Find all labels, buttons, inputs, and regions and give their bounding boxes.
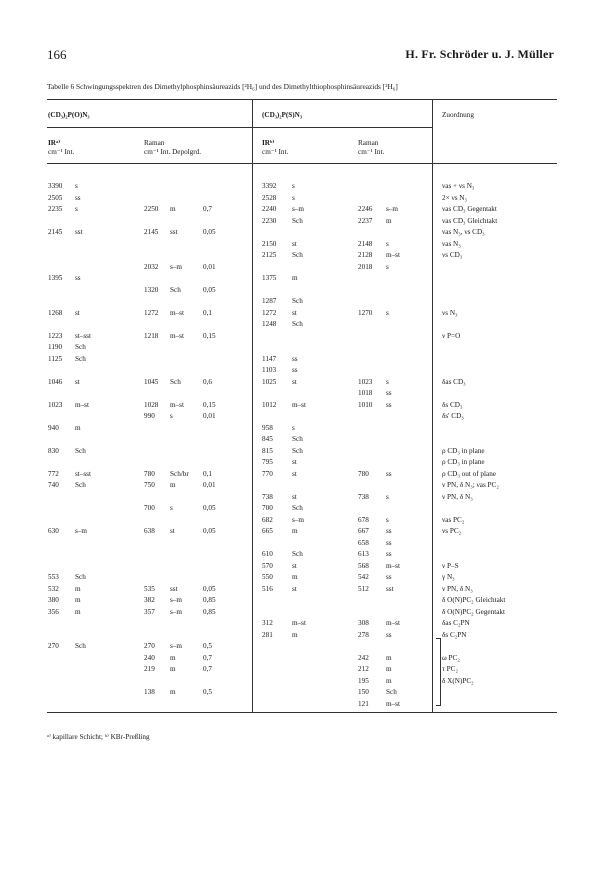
ir-b-int-cell: st <box>292 458 297 466</box>
assignment-cell: νas N₃ <box>442 239 461 248</box>
table-caption: Tabelle 6 Schwingungsspektren des Dimethylphosphinsäureazids [²H₆] und des Dimethylthiophosphinsäureazids [²H₆] <box>47 82 398 91</box>
raman-b-int-cell: m <box>386 676 392 685</box>
raman-b-freq-cell: 2128 <box>358 251 373 259</box>
page-number: 166 <box>47 47 67 62</box>
raman-a-freq-cell: 750 <box>144 481 155 489</box>
ir-a-freq-cell: 270 <box>48 642 59 650</box>
raman-b-int-cell: ss <box>386 630 392 639</box>
ir-a-freq-cell: 1125 <box>48 354 63 363</box>
subhead-ir-b-units: cm⁻¹ Int. <box>262 148 289 156</box>
ir-a-int-cell: s <box>75 205 78 213</box>
raman-a-freq-cell: 2032 <box>144 262 159 271</box>
raman-b-freq-cell: 278 <box>358 630 369 639</box>
assignment-cell: ρ CD₃ in plane <box>442 458 485 466</box>
ir-b-freq-cell: 570 <box>262 561 273 570</box>
raman-b-int-cell: Sch <box>386 688 397 696</box>
ir-a-freq-cell: 1268 <box>48 308 63 317</box>
raman-a-int-cell: s–m <box>170 607 182 616</box>
raman-a-freq-cell: 1045 <box>144 377 159 386</box>
raman-a-depol-cell: 0,7 <box>203 653 212 662</box>
raman-a-freq-cell: 700 <box>144 504 155 512</box>
column-divider-2 <box>432 99 433 712</box>
rule-top <box>47 99 557 100</box>
assignment-cell: ω PC₂ <box>442 653 460 662</box>
assignment-cell: ν PN, δ N₃; νas PC₂ <box>442 481 499 489</box>
raman-a-int-cell: m <box>170 665 176 673</box>
raman-b-int-cell: ss <box>386 527 392 535</box>
raman-a-depol-cell: 0,7 <box>203 205 212 213</box>
ir-b-int-cell: s <box>292 423 295 432</box>
raman-b-int-cell: s <box>386 377 389 386</box>
subhead-raman-b: Raman <box>358 139 379 147</box>
raman-a-depol-cell: 0,01 <box>203 412 216 420</box>
ir-b-int-cell: m–st <box>292 619 306 627</box>
raman-b-freq-cell: 1010 <box>358 400 373 409</box>
assignment-cell: δas C₂PN <box>442 619 470 627</box>
assignment-cell: τ PC₂ <box>442 665 458 673</box>
raman-b-freq-cell: 2018 <box>358 262 373 271</box>
ir-b-int-cell: st <box>292 377 297 386</box>
ir-b-freq-cell: 312 <box>262 619 273 627</box>
ir-a-int-cell: st–sst <box>75 331 91 340</box>
ir-b-freq-cell: 815 <box>262 446 273 455</box>
raman-a-depol-cell: 0,01 <box>203 262 216 271</box>
ir-a-int-cell: s <box>75 182 78 190</box>
raman-b-freq-cell: 542 <box>358 573 369 581</box>
raman-a-depol-cell: 0,85 <box>203 596 216 604</box>
raman-b-int-cell: m–st <box>386 561 400 570</box>
raman-b-int-cell: s <box>386 492 389 501</box>
raman-b-int-cell: m–st <box>386 699 400 708</box>
raman-b-int-cell: ss <box>386 389 392 397</box>
subhead-ir-a-units: cm⁻¹ Int. <box>48 148 75 156</box>
ir-a-freq-cell: 2145 <box>48 228 63 236</box>
raman-a-freq-cell: 1272 <box>144 308 159 317</box>
ir-b-freq-cell: 700 <box>262 504 273 512</box>
raman-a-depol-cell: 0,1 <box>203 469 212 478</box>
raman-a-freq-cell: 1028 <box>144 400 159 409</box>
ir-b-freq-cell: 738 <box>262 492 273 501</box>
ir-b-freq-cell: 516 <box>262 584 273 593</box>
running-head-authors: H. Fr. Schröder u. J. Müller <box>405 47 554 61</box>
raman-a-freq-cell: 638 <box>144 527 155 535</box>
rule-sections <box>47 127 432 128</box>
raman-a-freq-cell: 270 <box>144 642 155 650</box>
ir-b-freq-cell: 281 <box>262 630 273 639</box>
assignment-cell: δas CD₃ <box>442 377 466 386</box>
assignment-cell: 2× νs N₃ <box>442 193 467 202</box>
ir-b-int-cell: st <box>292 584 297 593</box>
raman-a-int-cell: m–st <box>170 400 184 409</box>
raman-b-int-cell: s <box>386 515 389 524</box>
ir-a-int-cell: m <box>75 423 81 432</box>
subhead-raman-b-units: cm⁻¹ Int. <box>358 148 385 156</box>
ir-b-freq-cell: 1287 <box>262 297 277 305</box>
ir-b-int-cell: Sch <box>292 297 303 305</box>
ir-a-int-cell: s–m <box>75 527 87 535</box>
raman-a-freq-cell: 535 <box>144 584 155 593</box>
ir-b-int-cell: s–m <box>292 205 304 213</box>
raman-a-depol-cell: 0,5 <box>203 642 212 650</box>
raman-b-int-cell: m–st <box>386 251 400 259</box>
raman-b-freq-cell: 613 <box>358 550 369 558</box>
ir-a-freq-cell: 3390 <box>48 182 63 190</box>
ir-b-int-cell: st <box>292 469 297 478</box>
raman-b-int-cell: ss <box>386 573 392 581</box>
ir-a-int-cell: m <box>75 607 81 616</box>
raman-b-int-cell: m–st <box>386 619 400 627</box>
raman-a-int-cell: m <box>170 653 176 662</box>
raman-a-int-cell: m–st <box>170 308 184 317</box>
ir-b-freq-cell: 550 <box>262 573 273 581</box>
ir-b-freq-cell: 770 <box>262 469 273 478</box>
ir-a-freq-cell: 1395 <box>48 274 63 282</box>
raman-a-int-cell: Sch <box>170 377 181 386</box>
ir-a-int-cell: ss <box>75 274 81 282</box>
ir-b-int-cell: Sch <box>292 216 303 225</box>
ir-a-freq-cell: 830 <box>48 446 59 455</box>
subhead-raman-a-units: cm⁻¹ Int. Depolgrd. <box>144 148 202 156</box>
raman-b-freq-cell: 1018 <box>358 389 373 397</box>
ir-b-int-cell: m–st <box>292 400 306 409</box>
raman-a-int-cell: m <box>170 688 176 696</box>
raman-a-depol-cell: 0,15 <box>203 331 216 340</box>
assignment-cell: δ X(N)PC₂ <box>442 676 474 685</box>
assignment-cell: νs N₃ <box>442 308 458 317</box>
ir-b-int-cell: Sch <box>292 550 303 558</box>
raman-a-depol-cell: 0,85 <box>203 607 216 616</box>
ir-b-freq-cell: 958 <box>262 423 273 432</box>
assignment-cell: ρ CD₃ in plane <box>442 446 485 455</box>
raman-a-freq-cell: 2250 <box>144 205 159 213</box>
raman-b-freq-cell: 667 <box>358 527 369 535</box>
raman-b-freq-cell: 2237 <box>358 216 373 225</box>
ir-a-int-cell: Sch <box>75 343 86 351</box>
raman-a-freq-cell: 780 <box>144 469 155 478</box>
raman-b-int-cell: m <box>386 665 392 673</box>
ir-a-freq-cell: 1023 <box>48 400 63 409</box>
assignment-cell: νas N₃, νs CD₃ <box>442 228 485 236</box>
assignment-cell: ν PN, δ N₃ <box>442 584 473 593</box>
rule-subheads <box>47 163 557 164</box>
assignment-cell: νas CD₃ Gleichtakt <box>442 216 498 225</box>
raman-a-freq-cell: 138 <box>144 688 155 696</box>
assignment-cell: ρ CD₃ out of plane <box>442 469 497 478</box>
footnote: ᵃ⁾ kapillare Schicht; ᵇ⁾ KBr-Preßling <box>47 733 150 741</box>
raman-b-freq-cell: 212 <box>358 665 369 673</box>
ir-b-int-cell: m <box>292 630 298 639</box>
ir-b-freq-cell: 2240 <box>262 205 277 213</box>
ir-a-int-cell: m <box>75 596 81 604</box>
assignment-cell: δs CD₃ <box>442 400 463 409</box>
raman-a-freq-cell: 357 <box>144 607 155 616</box>
subhead-ir-a: IRᵃ⁾ <box>48 139 61 147</box>
ir-a-freq-cell: 356 <box>48 607 59 616</box>
ir-b-int-cell: Sch <box>292 251 303 259</box>
column-divider-1 <box>252 99 253 712</box>
raman-a-int-cell: s–m <box>170 642 182 650</box>
ir-a-int-cell: m–st <box>75 400 89 409</box>
ir-b-freq-cell: 610 <box>262 550 273 558</box>
ir-b-freq-cell: 1272 <box>262 308 277 317</box>
ir-b-int-cell: s–m <box>292 515 304 524</box>
raman-a-depol-cell: 0,1 <box>203 308 212 317</box>
ir-b-int-cell: st <box>292 308 297 317</box>
ir-b-int-cell: ss <box>292 366 298 374</box>
ir-a-freq-cell: 2235 <box>48 205 63 213</box>
ir-a-int-cell: Sch <box>75 573 86 581</box>
ir-b-int-cell: ss <box>292 354 298 363</box>
raman-a-int-cell: m–st <box>170 331 184 340</box>
ir-b-int-cell: st <box>292 561 297 570</box>
ir-b-freq-cell: 2125 <box>262 251 277 259</box>
raman-b-freq-cell: 150 <box>358 688 369 696</box>
raman-a-int-cell: m <box>170 205 176 213</box>
ir-b-freq-cell: 1103 <box>262 366 277 374</box>
raman-b-freq-cell: 658 <box>358 538 369 547</box>
raman-b-freq-cell: 308 <box>358 619 369 627</box>
raman-b-int-cell: m <box>386 216 392 225</box>
raman-a-int-cell: s–m <box>170 262 182 271</box>
raman-b-int-cell: ss <box>386 550 392 558</box>
assignment-cell: δ O(N)PC₂ Gleichtakt <box>442 596 506 604</box>
ir-a-freq-cell: 2505 <box>48 193 63 202</box>
raman-a-freq-cell: 1320 <box>144 285 159 294</box>
ir-a-freq-cell: 1046 <box>48 377 63 386</box>
raman-a-depol-cell: 0,05 <box>203 228 216 236</box>
ir-a-freq-cell: 740 <box>48 481 59 489</box>
raman-b-int-cell: ss <box>386 538 392 547</box>
ir-b-int-cell: Sch <box>292 504 303 512</box>
raman-a-freq-cell: 219 <box>144 665 155 673</box>
ir-a-int-cell: Sch <box>75 446 86 455</box>
raman-a-freq-cell: 382 <box>144 596 155 604</box>
ir-b-int-cell: s <box>292 193 295 202</box>
ir-b-int-cell: Sch <box>292 446 303 455</box>
raman-a-int-cell: sst <box>170 584 178 593</box>
ir-a-freq-cell: 553 <box>48 573 59 581</box>
assignment-cell: νas PC₂ <box>442 515 465 524</box>
bracket <box>436 638 441 706</box>
ir-b-int-cell: st <box>292 239 297 248</box>
section-left-title: (CD₃)₂P(O)N₃ <box>48 111 90 119</box>
ir-b-freq-cell: 1012 <box>262 400 277 409</box>
ir-a-int-cell: ss <box>75 193 81 202</box>
raman-a-depol-cell: 0,6 <box>203 377 212 386</box>
ir-a-int-cell: st–sst <box>75 469 91 478</box>
raman-a-depol-cell: 0,05 <box>203 504 216 512</box>
ir-a-freq-cell: 532 <box>48 584 59 593</box>
raman-b-freq-cell: 121 <box>358 699 369 708</box>
raman-a-depol-cell: 0,5 <box>203 688 212 696</box>
raman-a-depol-cell: 0,05 <box>203 285 216 294</box>
ir-b-freq-cell: 2150 <box>262 239 277 248</box>
raman-b-freq-cell: 2148 <box>358 239 373 248</box>
raman-b-freq-cell: 2246 <box>358 205 373 213</box>
raman-b-freq-cell: 780 <box>358 469 369 478</box>
ir-a-freq-cell: 1190 <box>48 343 63 351</box>
raman-a-freq-cell: 1218 <box>144 331 159 340</box>
raman-b-int-cell: s–m <box>386 205 398 213</box>
raman-b-int-cell: m <box>386 653 392 662</box>
ir-a-int-cell: Sch <box>75 642 86 650</box>
raman-a-int-cell: st <box>170 527 175 535</box>
raman-a-depol-cell: 0,01 <box>203 481 216 489</box>
ir-a-freq-cell: 772 <box>48 469 59 478</box>
ir-b-freq-cell: 682 <box>262 515 273 524</box>
raman-a-depol-cell: 0,05 <box>203 584 216 593</box>
assignment-cell: δs C₂PN <box>442 630 467 639</box>
ir-b-freq-cell: 2528 <box>262 193 277 202</box>
ir-a-int-cell: st <box>75 308 80 317</box>
ir-a-freq-cell: 940 <box>48 423 59 432</box>
ir-b-freq-cell: 3392 <box>262 182 277 190</box>
raman-a-depol-cell: 0,7 <box>203 665 212 673</box>
raman-a-freq-cell: 990 <box>144 412 155 420</box>
assignment-cell: γ N₃ <box>442 573 455 581</box>
assignment-cell: νs PC₂ <box>442 527 462 535</box>
raman-a-int-cell: s–m <box>170 596 182 604</box>
ir-b-freq-cell: 795 <box>262 458 273 466</box>
assignment-cell: ν P=O <box>442 331 461 340</box>
ir-a-int-cell: st <box>75 377 80 386</box>
ir-b-freq-cell: 1375 <box>262 274 277 282</box>
ir-b-freq-cell: 1248 <box>262 320 277 328</box>
raman-a-int-cell: Sch/br <box>170 469 189 478</box>
subhead-raman-a: Raman <box>144 139 165 147</box>
ir-b-freq-cell: 1147 <box>262 354 277 363</box>
raman-a-int-cell: s <box>170 412 173 420</box>
ir-b-freq-cell: 1025 <box>262 377 277 386</box>
raman-a-int-cell: s <box>170 504 173 512</box>
raman-a-freq-cell: 240 <box>144 653 155 662</box>
ir-b-int-cell: m <box>292 573 298 581</box>
section-assignment-title: Zuordnung <box>442 111 474 119</box>
raman-a-int-cell: sst <box>170 228 178 236</box>
ir-a-int-cell: sst <box>75 228 83 236</box>
assignment-cell: ν P–S <box>442 561 459 570</box>
raman-b-int-cell: s <box>386 308 389 317</box>
raman-a-depol-cell: 0,05 <box>203 527 216 535</box>
raman-b-freq-cell: 1270 <box>358 308 373 317</box>
rule-bottom <box>47 712 557 713</box>
assignment-cell: δs' CD₃ <box>442 412 464 420</box>
assignment-cell: νas CD₃ Gegentakt <box>442 205 497 213</box>
ir-a-int-cell: Sch <box>75 481 86 489</box>
assignment-cell: ν PN, δ N₃ <box>442 492 473 501</box>
raman-a-int-cell: Sch <box>170 285 181 294</box>
section-right-title: (CD₃)₂P(S)N₃ <box>262 111 302 119</box>
raman-b-int-cell: sst <box>386 584 394 593</box>
ir-b-freq-cell: 845 <box>262 435 273 443</box>
raman-b-freq-cell: 568 <box>358 561 369 570</box>
ir-b-freq-cell: 665 <box>262 527 273 535</box>
raman-b-freq-cell: 512 <box>358 584 369 593</box>
ir-b-int-cell: Sch <box>292 435 303 443</box>
raman-b-freq-cell: 242 <box>358 653 369 662</box>
ir-b-int-cell: m <box>292 527 298 535</box>
raman-b-freq-cell: 1023 <box>358 377 373 386</box>
ir-b-int-cell: m <box>292 274 298 282</box>
raman-a-depol-cell: 0,15 <box>203 400 216 409</box>
raman-a-freq-cell: 2145 <box>144 228 159 236</box>
raman-b-freq-cell: 678 <box>358 515 369 524</box>
ir-a-freq-cell: 1223 <box>48 331 63 340</box>
ir-a-freq-cell: 380 <box>48 596 59 604</box>
ir-b-int-cell: s <box>292 182 295 190</box>
raman-b-int-cell: s <box>386 239 389 248</box>
raman-b-freq-cell: 195 <box>358 676 369 685</box>
ir-b-int-cell: st <box>292 492 297 501</box>
ir-b-int-cell: Sch <box>292 320 303 328</box>
ir-a-int-cell: m <box>75 584 81 593</box>
raman-b-int-cell: ss <box>386 469 392 478</box>
assignment-cell: νas + νs N₃ <box>442 182 475 190</box>
raman-b-int-cell: ss <box>386 400 392 409</box>
raman-a-int-cell: m <box>170 481 176 489</box>
raman-b-int-cell: s <box>386 262 389 271</box>
ir-a-freq-cell: 630 <box>48 527 59 535</box>
subhead-ir-b: IRᵇ⁾ <box>262 139 275 147</box>
raman-b-freq-cell: 738 <box>358 492 369 501</box>
assignment-cell: νs CD₃ <box>442 251 463 259</box>
assignment-cell: δ O(N)PC₂ Gegentakt <box>442 607 505 616</box>
ir-a-int-cell: Sch <box>75 354 86 363</box>
ir-b-freq-cell: 2230 <box>262 216 277 225</box>
